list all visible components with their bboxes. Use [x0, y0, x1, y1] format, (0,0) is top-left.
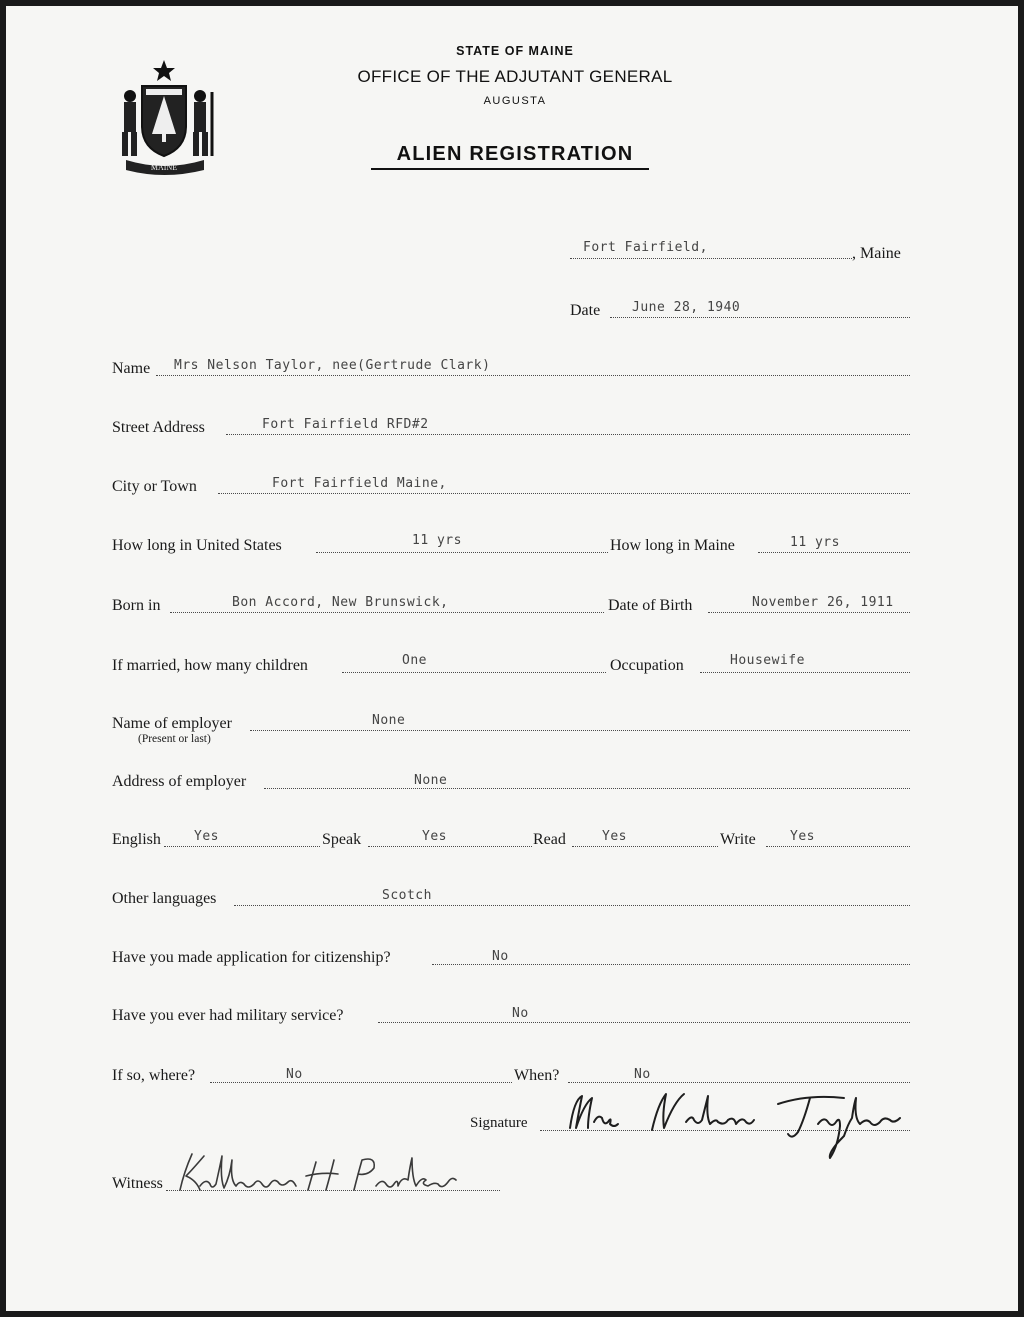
employer-address-line — [264, 788, 910, 789]
date-of-birth-line — [708, 612, 910, 613]
citizenship-label: Have you made application for citizenship? — [112, 949, 391, 966]
how-long-us-line — [316, 552, 608, 553]
maine-seal-image — [112, 56, 224, 178]
read-line — [572, 846, 718, 847]
write-label: Write — [720, 831, 756, 848]
street-address-label: Street Address — [112, 419, 205, 436]
military-value: No — [512, 1006, 529, 1021]
header-office: OFFICE OF THE ADJUTANT GENERAL — [357, 67, 673, 86]
street-address-value: Fort Fairfield RFD#2 — [262, 417, 429, 432]
employer-address-label: Address of employer — [112, 773, 247, 790]
date-label: Date — [570, 302, 601, 319]
english-label: English — [112, 831, 161, 848]
signature-label: Signature — [470, 1115, 528, 1131]
children-label: If married, how many children — [112, 657, 308, 674]
how-long-us-label: How long in United States — [112, 537, 282, 554]
children-value: One — [402, 653, 427, 668]
born-in-line — [170, 612, 604, 613]
other-languages-value: Scotch — [382, 888, 432, 903]
speak-value: Yes — [422, 829, 447, 844]
name-value: Mrs Nelson Taylor, nee(Gertrude Clark) — [174, 358, 491, 373]
children-line — [342, 672, 606, 673]
occupation-label: Occupation — [610, 657, 684, 674]
read-label: Read — [533, 831, 566, 848]
title-underline — [371, 168, 649, 170]
employer-name-value: None — [372, 713, 406, 728]
employer-name-label: Name of employer — [112, 715, 232, 732]
how-long-maine-line — [758, 552, 910, 553]
read-value: Yes — [602, 829, 627, 844]
town-suffix-label: , Maine — [852, 245, 901, 262]
city-line — [218, 493, 910, 494]
town-value: Fort Fairfield, — [583, 240, 708, 255]
name-label: Name — [112, 360, 151, 377]
english-value: Yes — [194, 829, 219, 844]
military-label: Have you ever had military service? — [112, 1007, 344, 1024]
other-languages-label: Other languages — [112, 890, 217, 907]
city-value: Fort Fairfield Maine, — [272, 476, 447, 491]
how-long-maine-label: How long in Maine — [610, 537, 735, 554]
signature-handwriting — [548, 1082, 928, 1164]
write-line — [766, 846, 910, 847]
born-in-value: Bon Accord, New Brunswick, — [232, 595, 449, 610]
date-of-birth-label: Date of Birth — [608, 597, 693, 614]
occupation-value: Housewife — [730, 653, 805, 668]
form-title: ALIEN REGISTRATION — [396, 143, 634, 165]
speak-line — [368, 846, 532, 847]
witness-handwriting — [170, 1146, 470, 1198]
speak-label: Speak — [322, 831, 362, 848]
how-long-us-value: 11 yrs — [412, 533, 462, 548]
header-state: STATE OF MAINE — [456, 44, 574, 58]
date-line — [610, 317, 910, 318]
military-line — [378, 1022, 910, 1023]
street-address-line — [226, 434, 910, 435]
born-in-label: Born in — [112, 597, 161, 614]
other-languages-line — [234, 905, 910, 906]
where-value: No — [286, 1067, 303, 1082]
when-value: No — [634, 1067, 651, 1082]
name-line — [156, 375, 910, 376]
english-line — [164, 846, 320, 847]
svg-text:MAINE: MAINE — [150, 163, 178, 172]
header-city: AUGUSTA — [483, 95, 547, 107]
date-value: June 28, 1940 — [632, 300, 741, 315]
where-label: If so, where? — [112, 1067, 196, 1084]
town-line — [570, 258, 852, 259]
employer-name-sublabel: (Present or last) — [138, 733, 211, 745]
witness-label: Witness — [112, 1175, 163, 1192]
employer-name-line — [250, 730, 910, 731]
employer-address-value: None — [414, 773, 448, 788]
citizenship-line — [432, 964, 910, 965]
date-of-birth-value: November 26, 1911 — [752, 595, 894, 610]
citizenship-value: No — [492, 949, 509, 964]
city-label: City or Town — [112, 478, 197, 495]
when-label: When? — [514, 1067, 560, 1084]
occupation-line — [700, 672, 910, 673]
how-long-maine-value: 11 yrs — [790, 535, 840, 550]
where-line — [210, 1082, 512, 1083]
write-value: Yes — [790, 829, 815, 844]
